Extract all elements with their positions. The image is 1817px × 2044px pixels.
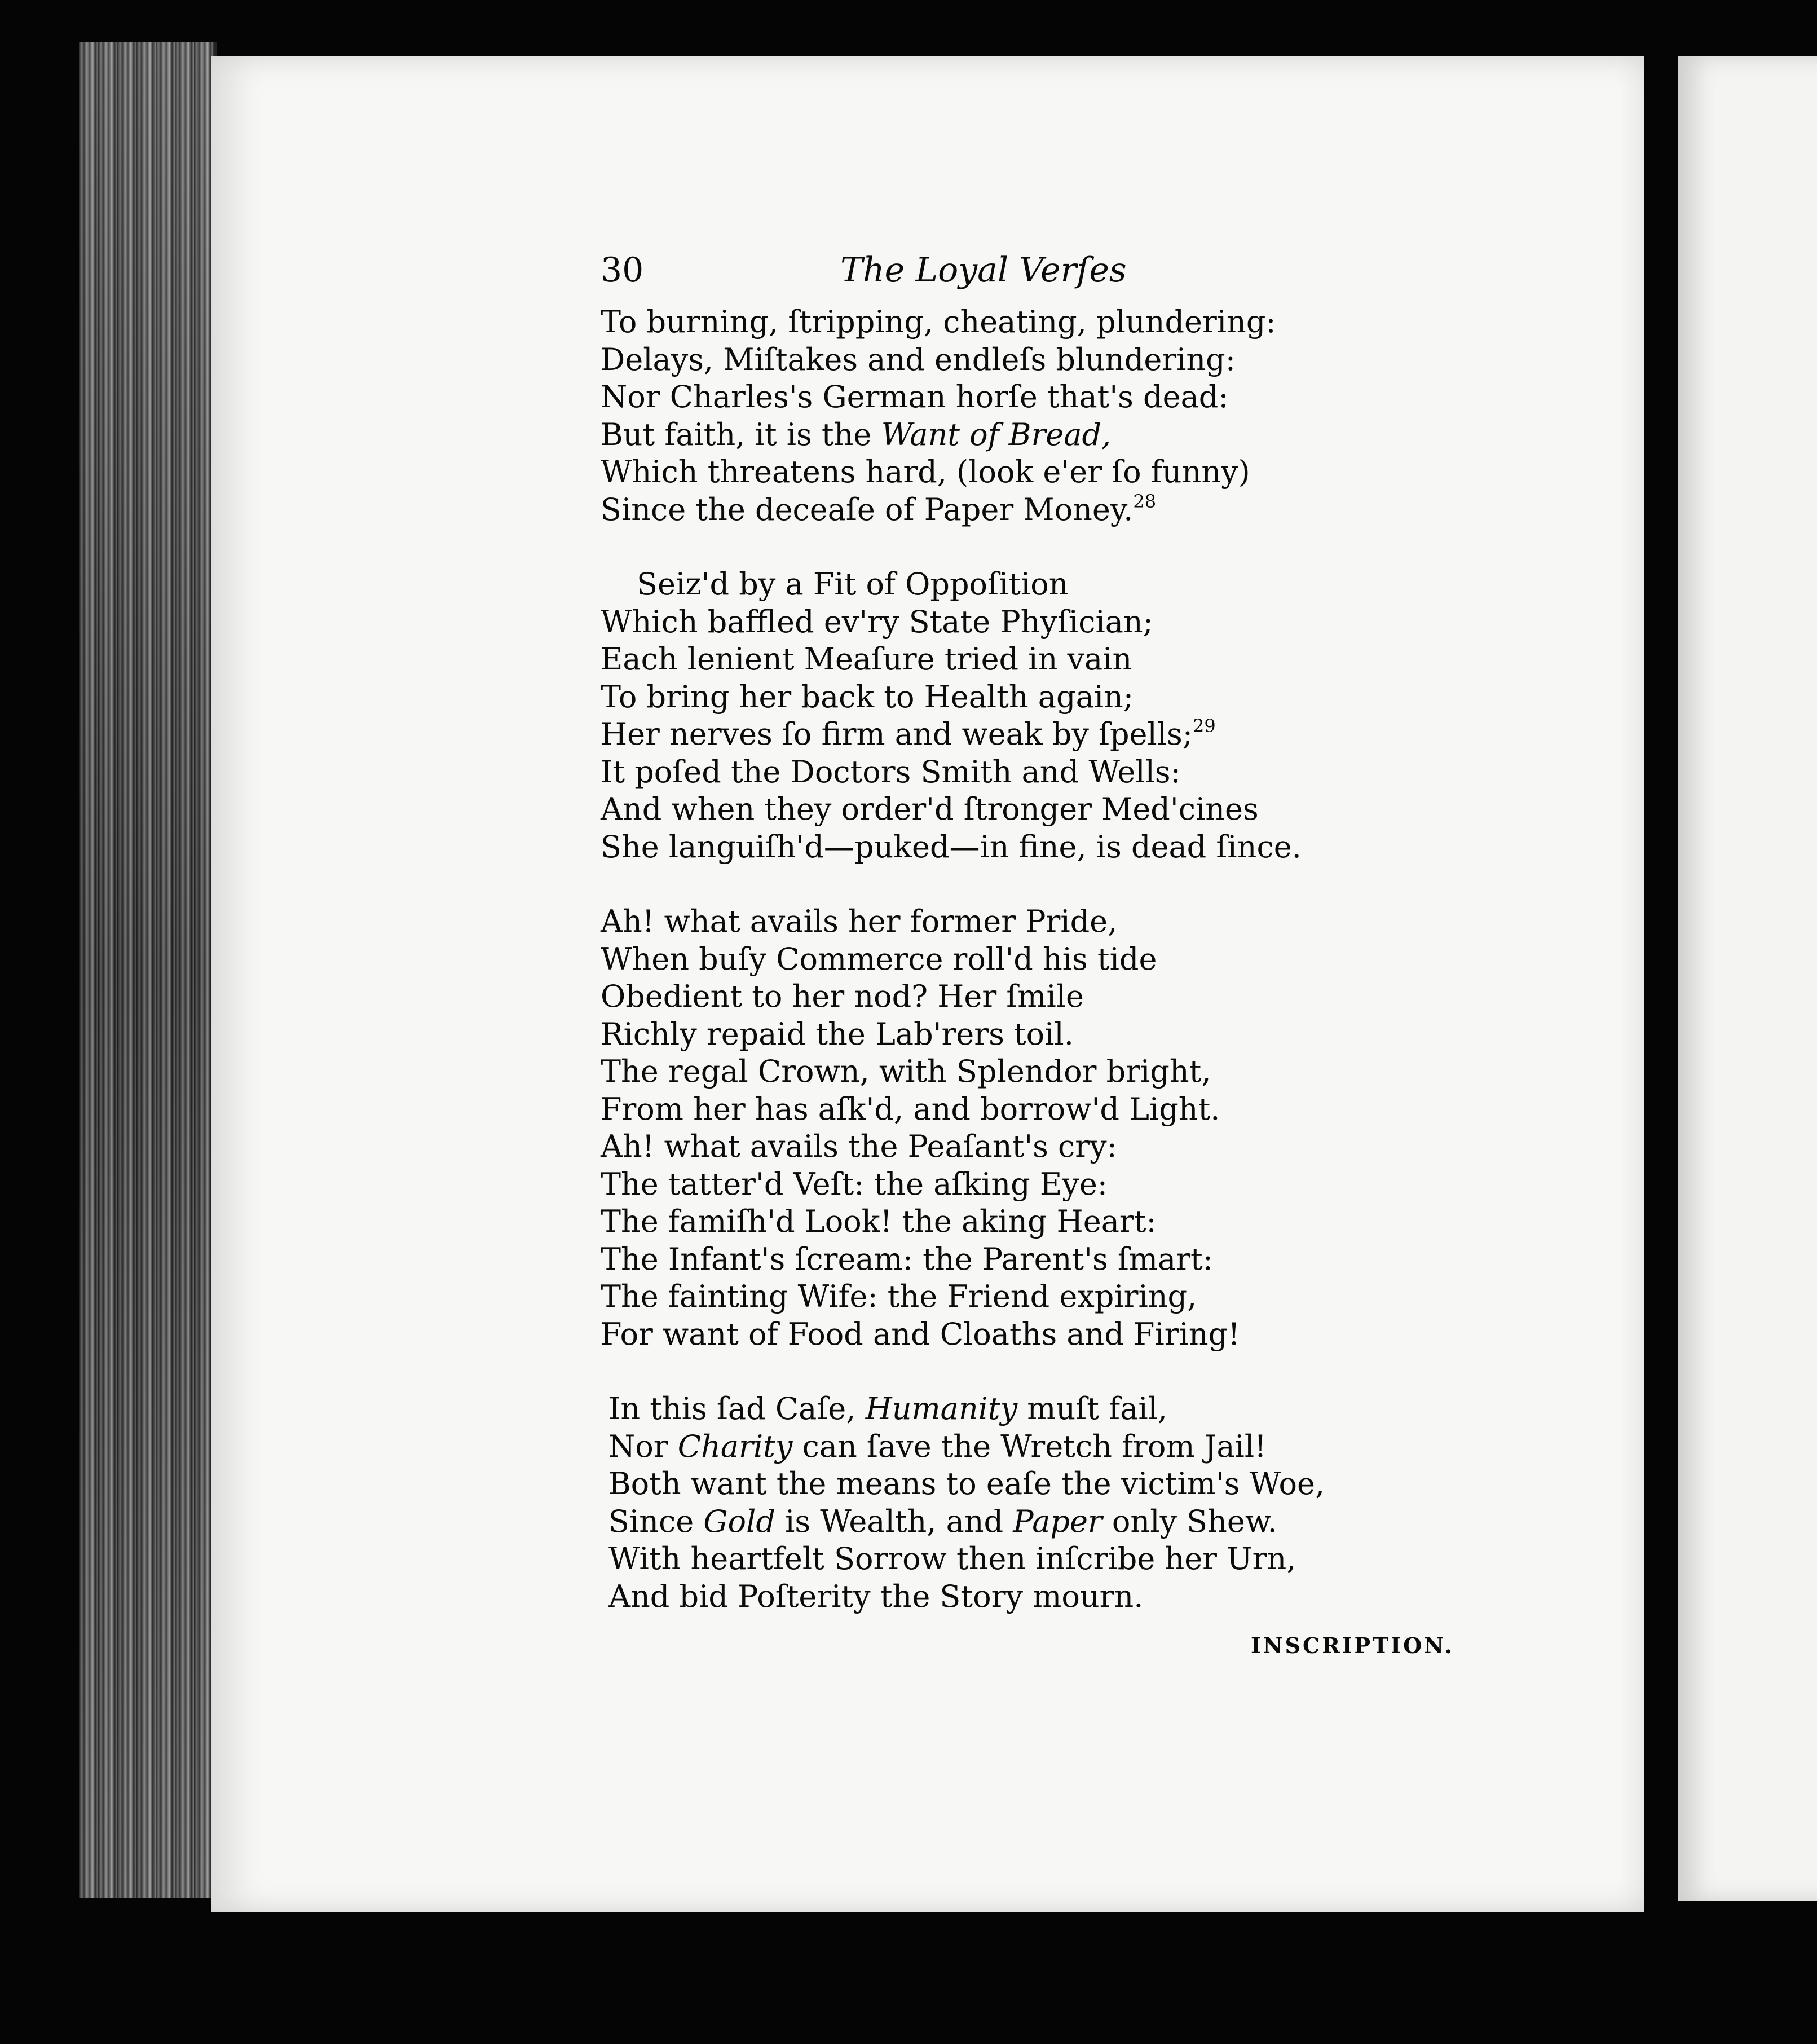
facing-page-edge xyxy=(1678,56,1817,1901)
page-number: 30 xyxy=(601,250,644,290)
verse-line: The fainting Wife: the Friend expiring, xyxy=(601,1279,1197,1314)
verse-line: And when they order'd ſtronger Med'cines xyxy=(601,791,1259,827)
verse-line: She languiſh'd—puked—in fine, is dead ſince. xyxy=(601,829,1302,865)
verse-line: Richly repaid the Lab'rers toil. xyxy=(601,1016,1074,1052)
stanza xyxy=(601,303,1469,528)
verse-line: For want of Food and Cloaths and Firing! xyxy=(601,1316,1240,1352)
footnote-marker: 29 xyxy=(1192,715,1216,737)
verse-line: When buſy Commerce roll'd his tide xyxy=(601,941,1157,977)
verse-line: And bid Poſterity the Story mourn. xyxy=(608,1578,1144,1614)
verse-line: The tatter'd Veſt: the aſking Eye: xyxy=(601,1166,1108,1202)
verse-line: To burning, ſtripping, cheating, plundering: xyxy=(601,304,1276,340)
running-head xyxy=(601,237,1469,303)
verse-line: From her has aſk'd, and borrow'd Light. xyxy=(601,1091,1220,1127)
italic-phrase: Humanity xyxy=(865,1391,1018,1426)
verse-line: With heartfelt Sorrow then inſcribe her Urn, xyxy=(608,1541,1296,1576)
verse-line: The regal Crown, with Splendor bright, xyxy=(601,1054,1211,1089)
verse-line: Since the deceaſe of Paper Money.$^{28}$ xyxy=(601,490,1157,527)
catchword: INSCRIPTION. xyxy=(1251,1633,1454,1658)
verse-line: Nor Charles's German horſe that's dead: xyxy=(601,379,1229,415)
page-text xyxy=(601,237,1469,1615)
verse-line: Delays, Miſtakes and endleſs blundering: xyxy=(601,341,1236,377)
verse-line: Ah! what avails the Peaſant's cry: xyxy=(601,1129,1117,1164)
verse-line: It poſed the Doctors Smith and Wells: xyxy=(601,754,1181,790)
italic-phrase: Paper xyxy=(1013,1503,1102,1539)
verse-line: Ah! what avails her former Pride, xyxy=(601,904,1118,939)
stanza xyxy=(601,566,1469,866)
stanza xyxy=(601,903,1469,1353)
verse-line: Nor Charity can ſave the Wretch from Jail! xyxy=(608,1428,1267,1464)
verse-line: Which threatens hard, (look e'er ſo funny) xyxy=(601,454,1250,490)
verse-line: Her nerves ſo firm and weak by ſpells;$^{29}$ xyxy=(601,715,1216,752)
verse-line: Obedient to her nod? Her ſmile xyxy=(601,979,1084,1014)
italic-phrase: Want of Bread, xyxy=(881,416,1112,452)
verse-line: To bring her back to Health again; xyxy=(601,679,1134,715)
italic-phrase: Gold xyxy=(703,1503,775,1539)
verse-line: In this ſad Caſe, Humanity muſt fail, xyxy=(608,1391,1168,1426)
verse-line: The Infant's ſcream: the Parent's ſmart: xyxy=(601,1241,1213,1277)
verse-line: But faith, it is the Want of Bread, xyxy=(601,416,1112,452)
italic-phrase: Charity xyxy=(677,1428,793,1464)
verse-line: Each lenient Meaſure tried in vain xyxy=(601,641,1132,677)
footnote-marker: 28 xyxy=(1133,490,1157,512)
verse-line: The famiſh'd Look! the aking Heart: xyxy=(601,1204,1157,1239)
verse-line: Both want the means to eaſe the victim's Woe, xyxy=(608,1466,1325,1501)
verse-line: Since Gold is Wealth, and Paper only Shew. xyxy=(608,1503,1277,1539)
running-title: The Loyal Verſes xyxy=(840,250,1127,290)
gutter xyxy=(1644,45,1678,1923)
stanza xyxy=(601,1390,1469,1615)
verse-line: Seiz'd by a Fit of Oppoſition xyxy=(637,566,1069,602)
verse-line: Which baffled ev'ry State Phyſician; xyxy=(601,603,1153,640)
page-edges xyxy=(79,42,217,1898)
